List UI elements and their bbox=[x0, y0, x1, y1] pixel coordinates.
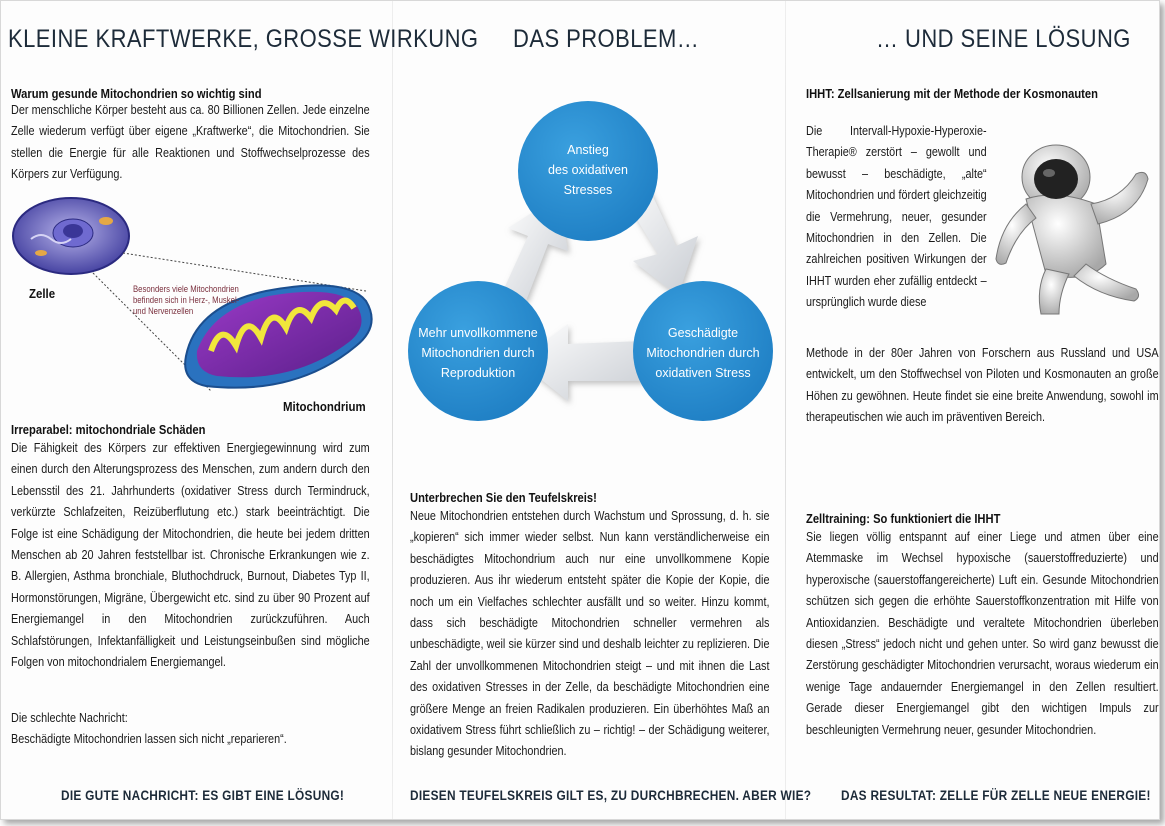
svg-text:Anstiegdes oxidativenStresses: Anstieg des oxidativen Stresses bbox=[548, 143, 628, 197]
subheading-teufelskreis: Unterbrechen Sie den Teufelskreis! bbox=[410, 490, 597, 505]
teufelskreis-paragraph: Neue Mitochondrien entstehen durch Wachstum und Sprossung, d. h. sie „kopieren“ sich immer wieder selbst. Nun kann verständlicherweise ein beschädigtes Mitochondrium auch nur eine unvollkommene Kopie produzieren. Aus ihr wiederum entsteht später die Kopie der Kopie, die noch um ein Vielfaches schlechter ausfällt und so weiter. Hinzu kommt, dass sich beschädigte Mitochondrien schneller vermehren als unbeschädigte, weil sie kürzer sind und deshalb leichter zu replizieren. Die Zahl der unvollkommenen Mitochondrien steigt – und mit ihnen die Last des oxidativen Stresses in der Zelle, da beschädigte Mitochondrien eine größere Menge an freien Radikalen produzieren. Ein überhöhtes Maß an oxidativem Stress führt schließlich zu – richtig! – der Schädigung weiterer, bislang gesunder Mitochondrien. bbox=[410, 509, 770, 759]
intro-paragraph: Der menschliche Körper besteht aus ca. 80 Billionen Zellen. Jede einzelne Zelle wiederum verfügt über eigene „Kraftwerke“, die Mitochondrien. Sie stellen die Energie für alle Reaktionen und Stoffwechselprozesse des Körpers zur Verfügung. bbox=[11, 103, 370, 182]
astronaut-illustration bbox=[986, 119, 1151, 319]
column-solution bbox=[786, 1, 1159, 819]
cycle-node-left bbox=[408, 281, 548, 421]
footer-good-news: DIE GUTE NACHRICHT: ES GIBT EINE LÖSUNG! bbox=[61, 788, 345, 803]
zelltraining-paragraph: Sie liegen völlig entspannt auf einer Liege und atmen über eine Atemmaske im Wechsel hypoxische (sauerstoffreduzierte) und hyperoxische (sauerstoffangereicherte) Luft ein. Gesunde Mitochondrien schützen sich gegen die erhöhte Sauerstoffkonzentration mit Hilfe von Antioxidanzien. Beschädigte und veraltete Mitochondrien überleben diesen „Stress“ jedoch nicht und gehen unter. So wird ganz bewusst die Zerstörung geschädigter Mitochondrien verursacht, woraus wiederum ein wenige Tage andauernder Energiemangel in den Zellen resultiert. Gerade dieser Energiemangel gibt den wichtigen Impuls zur beschleunigten Vermehrung neuer, gesunder Mitochondrien. bbox=[806, 530, 1159, 737]
ihht-paragraph-b: Methode in der 80er Jahren von Forschern aus Russland und USA entwickelt, um den Stoffwechsel von Piloten und Kosmonauten an große Höhen zu gewöhnen. Heute findet sie eine breite Anwendung, sowohl im therapeutischen wie auch im präventiven Bereich. bbox=[806, 346, 1159, 425]
subheading-mitochondrien: Warum gesunde Mitochondrien so wichtig sind bbox=[11, 86, 262, 101]
footer-resultat: DAS RESULTAT: ZELLE FÜR ZELLE NEUE ENERGIE! bbox=[841, 788, 1151, 803]
label-cell: Zelle bbox=[29, 286, 56, 301]
column-problem bbox=[393, 1, 812, 819]
footer-teufelskreis: DIESEN TEUFELSKREIS GILT ES, ZU DURCHBRECHEN. ABER WIE? bbox=[410, 788, 812, 803]
heading-loesung: … UND SEINE LÖSUNG bbox=[876, 25, 1131, 53]
subheading-ihht: IHHT: Zellsanierung mit der Methode der Kosmonauten bbox=[806, 86, 1098, 101]
vicious-cycle-diagram bbox=[408, 96, 778, 431]
label-mitochondrium: Mitochondrium bbox=[283, 399, 366, 414]
svg-text:Mehr unvollkommeneMitochondrie: Mehr unvollkommene Mitochondrien durch Reproduktion bbox=[418, 326, 538, 380]
svg-text:GeschädigteMitochondrien durch: Geschädigte Mitochondrien durch oxidativen Stress bbox=[646, 326, 760, 380]
bad-news-text: Beschädigte Mitochondrien lassen sich nicht „reparieren“. bbox=[11, 732, 287, 746]
subheading-irreparabel: Irreparabel: mitochondriale Schäden bbox=[11, 422, 206, 437]
ihht-paragraph-a: Die Intervall-Hypoxie-Hyperoxie-Therapie® zerstört – gewollt und bewusst – beschädigte, „alte“ Mitochondrien und fördert gleichzeitig die Vermehrung, neuer, gesunder Mitochondrien in den Zellen. Die zahlreichen positiven Wirkungen der IHHT wurden eher zufällig entdeckt – ursprünglich wurde diese bbox=[806, 124, 987, 310]
heading-kraftwerke: KLEINE KRAFTWERKE, GROSSE WIRKUNG bbox=[8, 25, 479, 53]
bad-news-title: Die schlechte Nachricht: bbox=[11, 711, 128, 725]
damage-paragraph: Die Fähigkeit des Körpers zur effektiven Energiegewinnung wird zum einen durch den Alterungsprozess des Menschen, zum andern durch den Lebensstil des 21. Jahrhunderts (oxidativer Stress durch Termindruck, verkürzte Schlafzeiten, Reizüberflutung etc.) stark beeinträchtigt. Die Folge ist eine Schädigung der Mitochondrien, die heute bei jedem dritten Menschen ab 20 Jahren feststellbar ist. Chronische Erkrankungen wie z. B. Allergien, Asthma bronchiale, Bluthochdruck, Burnout, Diabetes Typ II, Hormonstörungen, Migräne, Übergewicht etc. sind zu über 90 Prozent auf Energiemangel in den Mitochondrien zurückzuführen. Auch Schlafstörungen, Infektanfälligkeit und Leistungseinbußen sind mögliche Folgen von mitochondrialem Energiemangel. bbox=[11, 441, 370, 670]
subheading-zelltraining: Zelltraining: So funktioniert die IHHT bbox=[806, 511, 1001, 526]
cycle-node-right bbox=[633, 281, 773, 421]
heading-problem: DAS PROBLEM… bbox=[513, 25, 700, 53]
cycle-node-top bbox=[518, 101, 658, 241]
cell-shape bbox=[13, 198, 129, 274]
callout-mitochondrien: Besonders viele Mitochondrien befinden sich in Herz-, Muskel- und Nervenzellen bbox=[133, 284, 240, 316]
